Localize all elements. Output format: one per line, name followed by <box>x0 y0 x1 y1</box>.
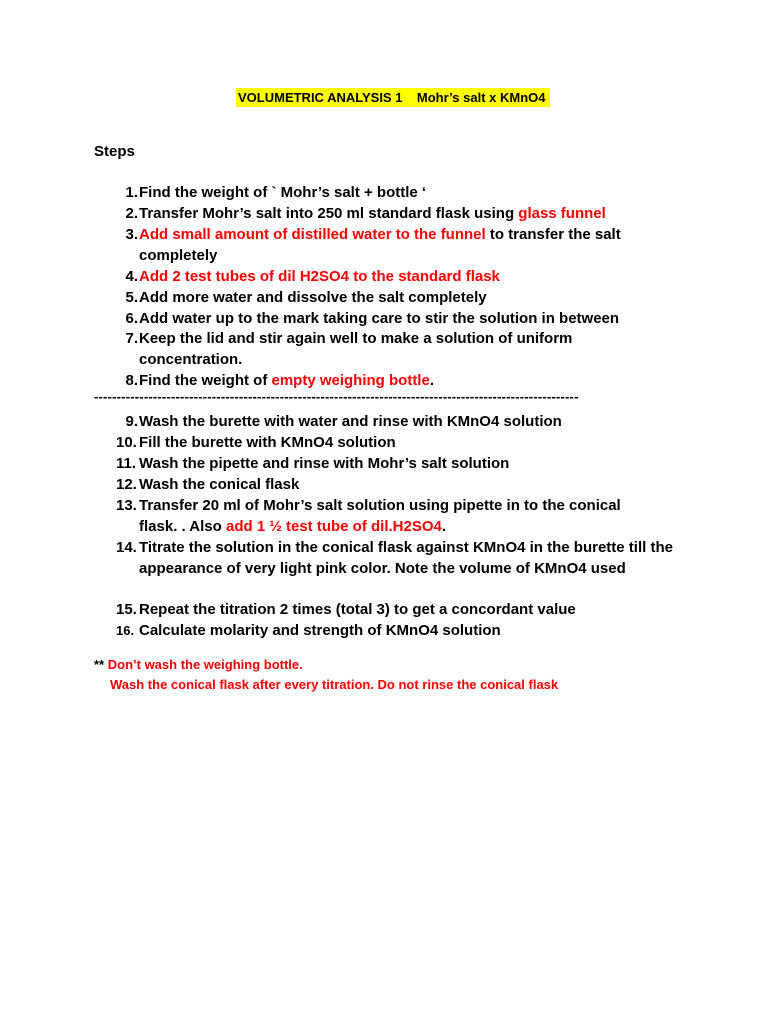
item-number: 10. <box>116 434 137 451</box>
note-marker: ** <box>94 657 105 672</box>
item-number: 1. <box>125 184 138 201</box>
item-number: 16. <box>116 623 135 638</box>
item-text: Repeat the titration 2 times (total 3) to get a concordant value <box>139 601 576 618</box>
item-number: 2. <box>125 205 138 222</box>
steps-heading: Steps <box>94 143 135 160</box>
item-number: 12. <box>116 476 137 493</box>
item-number: 13. <box>116 497 137 514</box>
item-text: Add small amount of distilled water to the funnel to transfer the salt completely <box>139 226 621 264</box>
item-number: 3. <box>125 226 138 243</box>
item-number: 14. <box>116 539 137 556</box>
item-text: Find the weight of empty weighing bottle. <box>139 372 434 389</box>
item-text: Transfer 20 ml of Mohr’s salt solution using pipette in to the conical flask. . Also add 1 ½ test tube of dil.H2SO4. <box>139 497 621 535</box>
item-number: 6. <box>125 310 138 327</box>
item-text: Wash the burette with water and rinse with KMnO4 solution <box>139 413 562 430</box>
item-text: Add more water and dissolve the salt completely <box>139 289 487 306</box>
item-number: 15. <box>116 601 137 618</box>
item-text: Transfer Mohr’s salt into 250 ml standard flask using glass funnel <box>139 205 606 222</box>
item-number: 4. <box>125 268 138 285</box>
item-number: 9. <box>125 413 138 430</box>
item-number: 8. <box>125 372 138 389</box>
item-number: 5. <box>125 289 138 306</box>
item-text: Add 2 test tubes of dil H2SO4 to the standard flask <box>139 268 500 285</box>
note-line-1 <box>94 657 303 672</box>
item-text: Calculate molarity and strength of KMnO4 solution <box>139 622 501 639</box>
item-text: Fill the burette with KMnO4 solution <box>139 434 396 451</box>
item-number: 7. <box>125 330 138 347</box>
item-number: 11. <box>116 455 137 472</box>
item-text: Wash the pipette and rinse with Mohr’s salt solution <box>139 455 510 472</box>
page-title: VOLUMETRIC ANALYSIS 1 Mohr’s salt x KMnO4 <box>236 88 550 107</box>
item-text: Titrate the solution in the conical flask against KMnO4 in the burette till the appearance of very light pink color. Note the volume of KMnO4 used <box>139 539 673 577</box>
item-text: Add water up to the mark taking care to stir the solution in between <box>139 310 620 327</box>
note-text: Don’t wash the weighing bottle. <box>107 657 303 672</box>
note-line-2: Wash the conical flask after every titration. Do not rinse the conical flask <box>110 677 559 692</box>
item-text: Keep the lid and stir again well to make a solution of uniform concentration. <box>139 330 573 368</box>
item-text: Find the weight of ` Mohr’s salt + bottle ‘ <box>139 184 427 201</box>
section-divider: ----------------------------------------------------------------------------------------------------------- <box>94 389 579 404</box>
item-text: Wash the conical flask <box>139 476 300 493</box>
